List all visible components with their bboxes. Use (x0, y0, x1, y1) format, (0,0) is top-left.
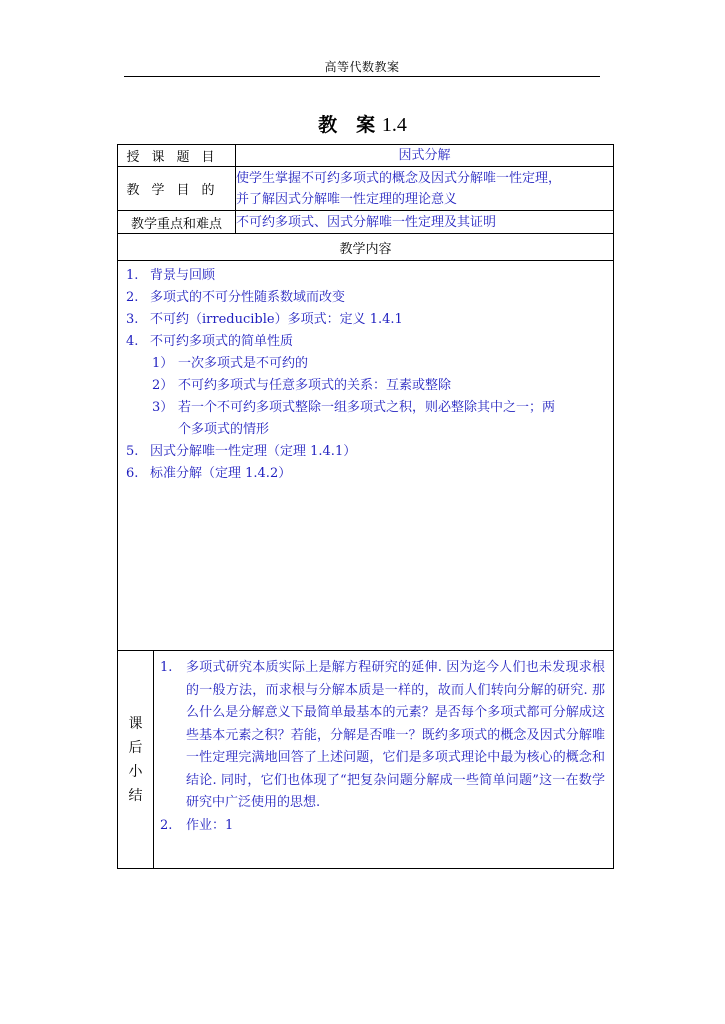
topic-value: 因式分解 (236, 145, 614, 167)
content-list (118, 261, 613, 485)
content-item: 1. 背景与回顾 (126, 268, 216, 283)
title-number: 1.4 (381, 114, 407, 136)
summary-item: 2. 作业：1 (160, 817, 234, 833)
keypoints-label: 教学重点和难点 (118, 211, 236, 234)
summary-cell (154, 651, 614, 869)
content-cell (118, 261, 614, 651)
goal-label-cell (118, 167, 236, 211)
sub-item: 1） 一次多项式是不可约的 (152, 356, 309, 371)
content-header: 教学内容 (118, 234, 614, 261)
title-prefix: 教 案 (318, 114, 376, 136)
header-rule (124, 76, 600, 77)
sub-item: 3） 若一个不可约多项式整除一组多项式之积，则必整除其中之一；两 (152, 400, 556, 415)
summary-item: 1. 多项式研究本质实际上是解方程研究的延伸. 因为迄今人们也未发现求根的一般方法，而求根与分解本质是一样的，故而人们转向分解的研究. 那么什么是分解意义下最简单最基本的元素？是否每个多项式都可分解成这些基本元素之积？若能，分解是否唯一？既约多项式的概念及因式分解唯一性定理完满地回答了上述问题，它们是多项式理论中最为核心的概念和结论. 同时，它们也体现了“把复杂问题分解成一些简单问题”这一在数学研究中广泛使用的思想. (160, 660, 606, 810)
content-item: 3. 不可约（irreducible）多项式：定义 1.4.1 (126, 312, 403, 327)
lesson-plan-table (117, 144, 614, 869)
page-title (0, 110, 725, 137)
content-item: 5. 因式分解唯一性定理（定理 1.4.1） (126, 444, 357, 459)
sub-item: 2） 不可约多项式与任意多项式的关系：互素或整除 (152, 378, 452, 393)
row-keypoints (118, 211, 614, 234)
goal-line-2: 并了解因式分解唯一性定理的理论意义 (236, 191, 458, 207)
goal-line-1: 使学生掌握不可约多项式的概念及因式分解唯一性定理， (236, 170, 562, 186)
topic-label: 授课题目 (126, 150, 227, 165)
content-item: 2. 多项式的不可分性随系数域而改变 (126, 290, 346, 305)
sub-item-continuation: 个多项式的情形 (178, 422, 270, 437)
row-summary (118, 651, 614, 869)
content-item: 6. 标准分解（定理 1.4.2） (126, 466, 292, 481)
summary-list (154, 651, 613, 843)
summary-label: 课 后 小 结 (118, 651, 154, 869)
topic-label-cell (118, 145, 236, 167)
content-item: 4. 不可约多项式的简单性质 (126, 334, 294, 349)
row-content (118, 261, 614, 651)
row-topic (118, 145, 614, 167)
goal-value (236, 167, 614, 211)
goal-label: 教学目的 (126, 183, 227, 198)
keypoints-value: 不可约多项式、因式分解唯一性定理及其证明 (236, 211, 614, 234)
running-header: 高等代数教案 (324, 60, 400, 74)
row-content-header (118, 234, 614, 261)
row-goal (118, 167, 614, 211)
